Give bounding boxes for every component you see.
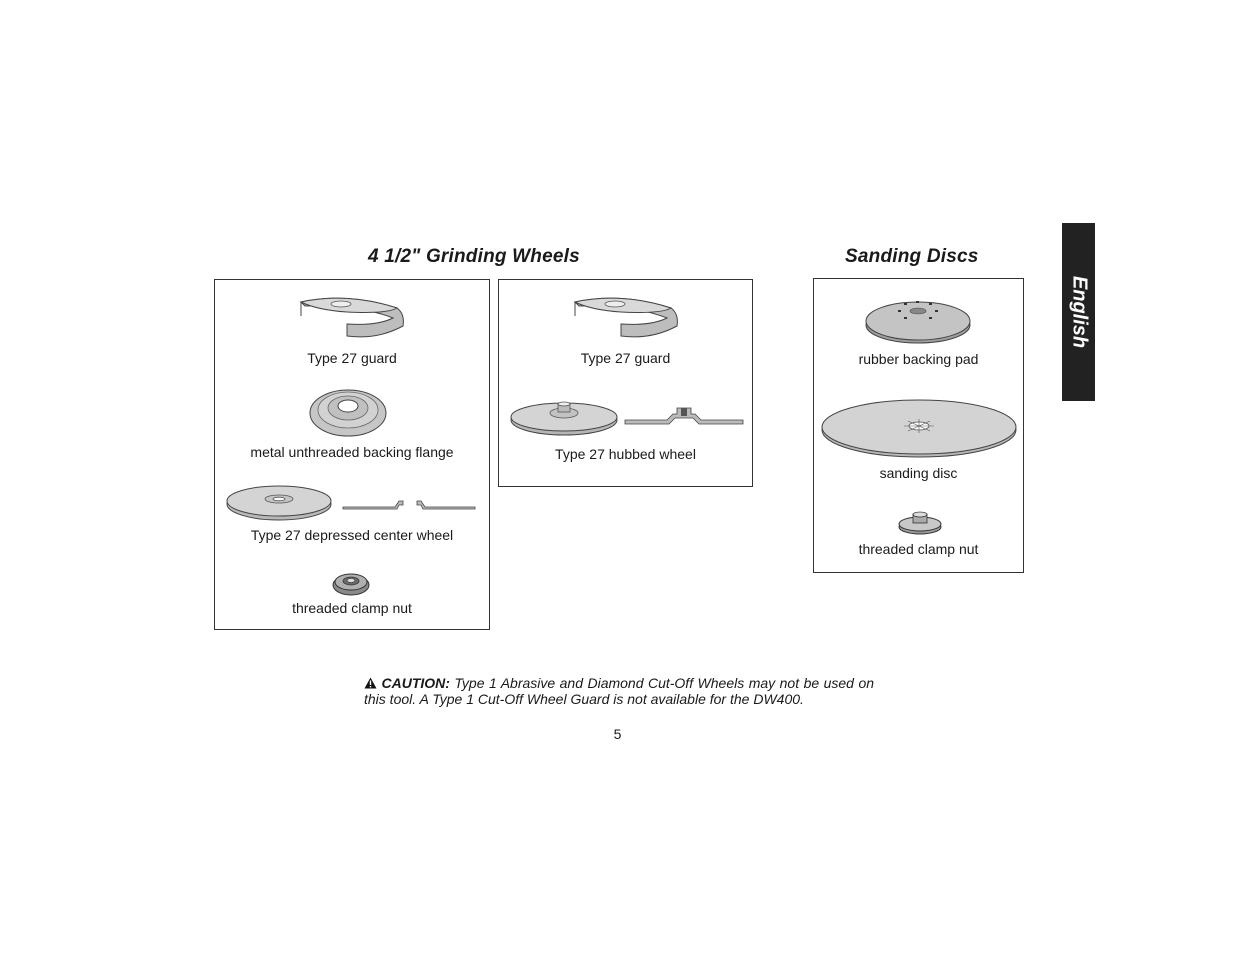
rubber-backing-pad-illustration [864, 297, 972, 345]
hubbed-wheel-caption: Type 27 hubbed wheel [555, 446, 696, 462]
threaded-clamp-nut-caption: threaded clamp nut [858, 541, 979, 557]
threaded-clamp-nut-caption: threaded clamp nut [292, 600, 412, 616]
rubber-backing-pad-caption: rubber backing pad [858, 351, 979, 367]
language-tab-label: English [1068, 275, 1090, 349]
sanding-discs-heading: Sanding Discs [845, 246, 979, 267]
caution-label: CAUTION: [381, 675, 450, 691]
type27-guard-caption: Type 27 guard [307, 350, 397, 366]
hubbed-wheel-illustration [509, 396, 619, 438]
sanding-disc-caption: sanding disc [879, 465, 958, 481]
backing-flange-illustration [307, 386, 389, 438]
grinding-accessories-box-2 [498, 279, 753, 487]
type27-guard-illustration [571, 294, 681, 342]
page-number: 5 [613, 726, 622, 742]
hubbed-wheel-profile [623, 406, 745, 428]
type27-guard-illustration [297, 294, 407, 342]
grinding-accessories-box-1 [214, 279, 490, 630]
sanding-accessories-box [813, 278, 1024, 573]
type27-guard-caption: Type 27 guard [580, 350, 671, 366]
depressed-center-wheel-profile [341, 498, 477, 514]
threaded-clamp-nut-illustration [331, 570, 371, 596]
language-tab [1062, 223, 1095, 401]
warning-icon [364, 677, 377, 689]
threaded-clamp-nut-illustration [897, 511, 943, 535]
caution-text: Type 1 Abrasive and Diamond Cut-Off Wheels may not be used on this tool. A Type 1 Cut-Off Wheel Guard is not available for the DW400. [364, 675, 875, 707]
caution-note [364, 675, 874, 707]
depressed-center-wheel-caption: Type 27 depressed center wheel [250, 527, 454, 543]
depressed-center-wheel-illustration [225, 482, 333, 522]
backing-flange-caption: metal unthreaded backing flange [250, 444, 454, 460]
sanding-disc-illustration [820, 397, 1018, 459]
grinding-wheels-heading: 4 1/2" Grinding Wheels [368, 246, 580, 267]
